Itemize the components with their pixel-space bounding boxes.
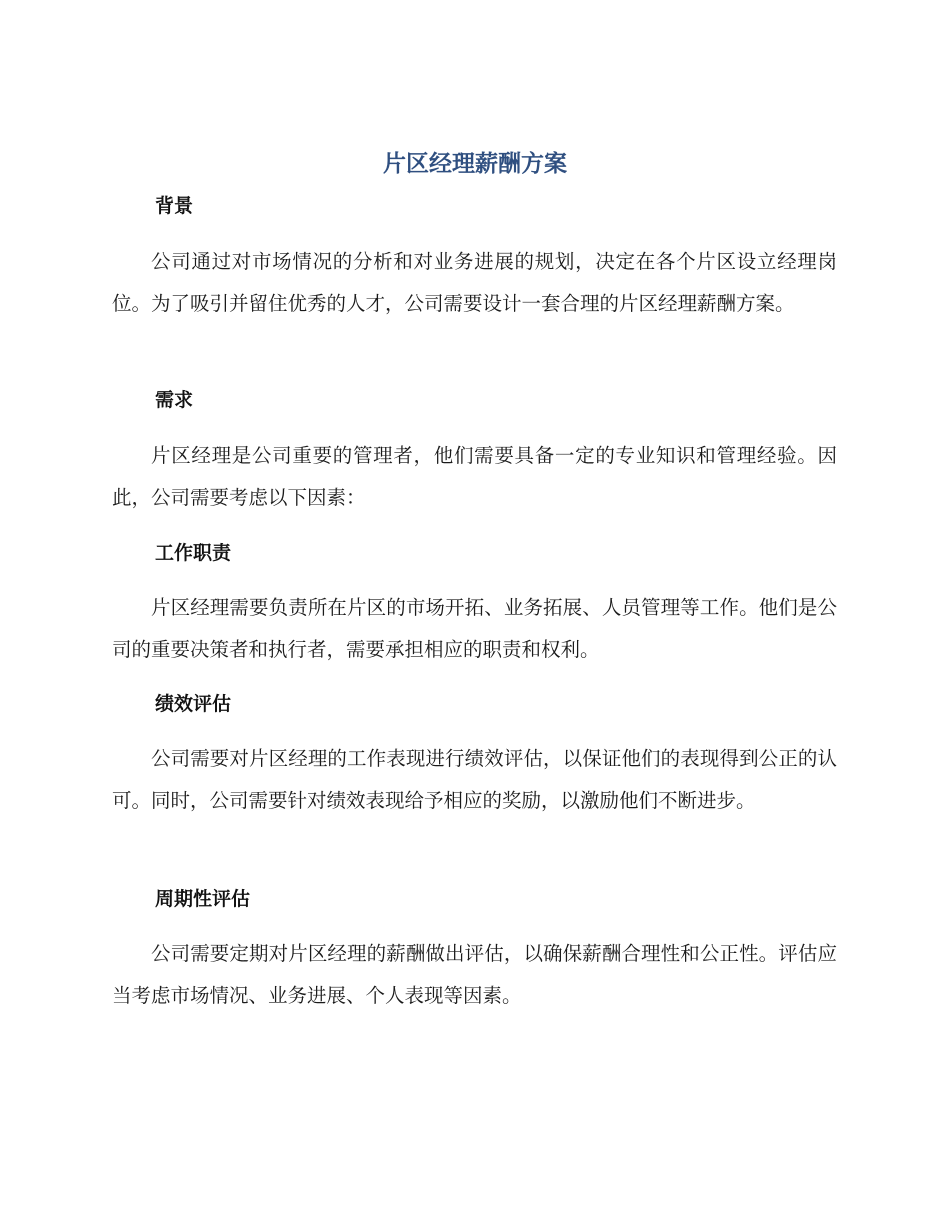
section-body-responsibilities: 片区经理需要负责所在片区的市场开拓、业务拓展、人员管理等工作。他们是公司的重要决策者和执行者，需要承担相应的职责和权利。: [112, 596, 837, 661]
section-body-requirements: 片区经理是公司重要的管理者，他们需要具备一定的专业知识和管理经验。因此，公司需要考虑以下因素：: [112, 444, 837, 509]
section-heading-performance: 绩效评估: [155, 693, 232, 715]
section-heading-periodic-review: 周期性评估: [155, 888, 251, 910]
section-body-periodic-review: 公司需要定期对片区经理的薪酬做出评估，以确保薪酬合理性和公正性。评估应当考虑市场情况、业务进展、个人表现等因素。: [112, 942, 837, 1007]
section-body-performance: 公司需要对片区经理的工作表现进行绩效评估，以保证他们的表现得到公正的认可。同时，公司需要针对绩效表现给予相应的奖励，以激励他们不断进步。: [112, 747, 837, 812]
section-body-background: 公司通过对市场情况的分析和对业务进展的规划，决定在各个片区设立经理岗位。为了吸引并留住优秀的人才，公司需要设计一套合理的片区经理薪酬方案。: [112, 250, 837, 315]
page-title: 片区经理薪酬方案: [383, 151, 567, 177]
section-heading-requirements: 需求: [155, 389, 194, 411]
section-heading-background: 背景: [155, 195, 194, 217]
section-heading-responsibilities: 工作职责: [155, 542, 232, 564]
